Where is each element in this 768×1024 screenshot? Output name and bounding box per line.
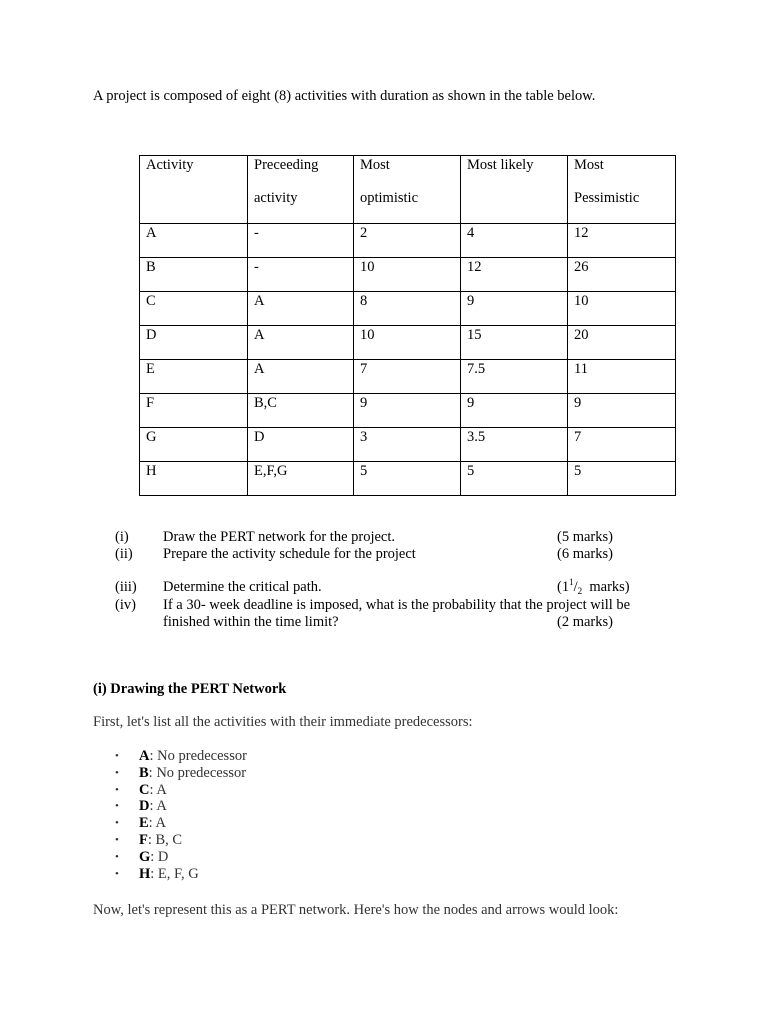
question-marks: (2 marks): [557, 614, 613, 630]
list-item: • A: No predecessor: [115, 748, 247, 764]
question-text: Determine the critical path.: [163, 579, 322, 595]
header-cell: Preceeding activity: [248, 156, 354, 224]
table-cell: 7.5: [461, 360, 568, 394]
list-item: • H: E, F, G: [115, 865, 199, 882]
table-cell: 5: [354, 462, 461, 496]
list-item: • E: A: [115, 815, 166, 832]
table-cell: 26: [568, 258, 676, 292]
bullet-icon: •: [115, 850, 119, 863]
bullet-icon: •: [115, 867, 119, 880]
bullet-icon: •: [115, 766, 119, 779]
table-cell: 12: [461, 258, 568, 292]
list-item: • B: No predecessor: [115, 764, 247, 781]
intro-text: A project is composed of eight (8) activities with duration as shown in the table below.: [93, 88, 596, 104]
table-row: [140, 394, 676, 428]
table-cell: 10: [568, 292, 676, 326]
table-cell: 7: [354, 360, 461, 394]
question-number: (iii): [115, 579, 137, 595]
table-row: [140, 326, 676, 360]
table-cell: D: [248, 428, 354, 462]
question-text: Prepare the activity schedule for the project: [163, 546, 416, 562]
table-cell: 5: [568, 462, 676, 496]
table-cell: A: [248, 360, 354, 394]
table-row: [140, 224, 676, 258]
table-cell: B,C: [248, 394, 354, 428]
bullet-icon: •: [115, 750, 119, 762]
table-cell: A: [248, 292, 354, 326]
table-cell: 3.5: [461, 428, 568, 462]
header-cell: Most Pessimistic: [568, 156, 676, 224]
bullet-icon: •: [115, 817, 119, 830]
table-cell: F: [140, 394, 248, 428]
bullet-icon: •: [115, 783, 119, 796]
question-text: Draw the PERT network for the project.: [163, 529, 396, 545]
table-cell: 15: [461, 326, 568, 360]
table-cell: 9: [568, 394, 676, 428]
table-cell: H: [140, 462, 248, 496]
table-row: [140, 360, 676, 394]
question-marks: ($1^1/_2$ marks): [557, 577, 630, 596]
table-row: [140, 258, 676, 292]
table-cell: 10: [354, 326, 461, 360]
table-cell: 12: [568, 224, 676, 258]
section-heading: (i) Drawing the PERT Network: [93, 681, 287, 697]
table-cell: 5: [461, 462, 568, 496]
header-cell: Most optimistic: [354, 156, 461, 224]
table-cell: -: [248, 224, 354, 258]
activity-table: [139, 155, 676, 496]
table-row: [140, 292, 676, 326]
question-number: (iv): [115, 597, 136, 613]
table-cell: D: [140, 326, 248, 360]
table-cell: 8: [354, 292, 461, 326]
table-row: [140, 462, 676, 496]
paragraph: Now, let's represent this as a PERT network. Here's how the nodes and arrows would look:: [93, 902, 619, 918]
table-row: [140, 428, 676, 462]
question-number: (ii): [115, 546, 133, 562]
list-item: • G: D: [115, 848, 169, 865]
table-cell: 20: [568, 326, 676, 360]
paragraph: First, let's list all the activities with their immediate predecessors:: [93, 714, 473, 730]
table-cell: 11: [568, 360, 676, 394]
table-cell: 9: [461, 292, 568, 326]
bullet-icon: •: [115, 800, 119, 813]
table-cell: 7: [568, 428, 676, 462]
table-cell: 9: [461, 394, 568, 428]
table-cell: A: [248, 326, 354, 360]
table-cell: -: [248, 258, 354, 292]
table-cell: 9: [354, 394, 461, 428]
table-header-row: [140, 156, 676, 224]
table-cell: 3: [354, 428, 461, 462]
question-marks: (6 marks): [557, 546, 613, 562]
table-cell: E: [140, 360, 248, 394]
header-cell: Most likely: [461, 156, 568, 224]
list-item: • D: A: [115, 798, 167, 815]
bullet-icon: •: [115, 833, 119, 846]
predecessor-list: [115, 748, 247, 882]
table-cell: 2: [354, 224, 461, 258]
list-item: • F: B, C: [115, 831, 183, 848]
table-cell: B: [140, 258, 248, 292]
question-marks: (5 marks): [557, 529, 613, 545]
list-item: • C: A: [115, 781, 167, 798]
header-cell: Activity: [140, 156, 248, 224]
question-number: (i): [115, 529, 129, 545]
table-cell: 4: [461, 224, 568, 258]
table-cell: E,F,G: [248, 462, 354, 496]
table-cell: G: [140, 428, 248, 462]
table-cell: A: [140, 224, 248, 258]
question-text: If a 30- week deadline is imposed, what is the probability that the project will be: [163, 597, 631, 613]
question-text-continued: finished within the time limit?: [163, 614, 339, 630]
table-cell: C: [140, 292, 248, 326]
table-cell: 10: [354, 258, 461, 292]
